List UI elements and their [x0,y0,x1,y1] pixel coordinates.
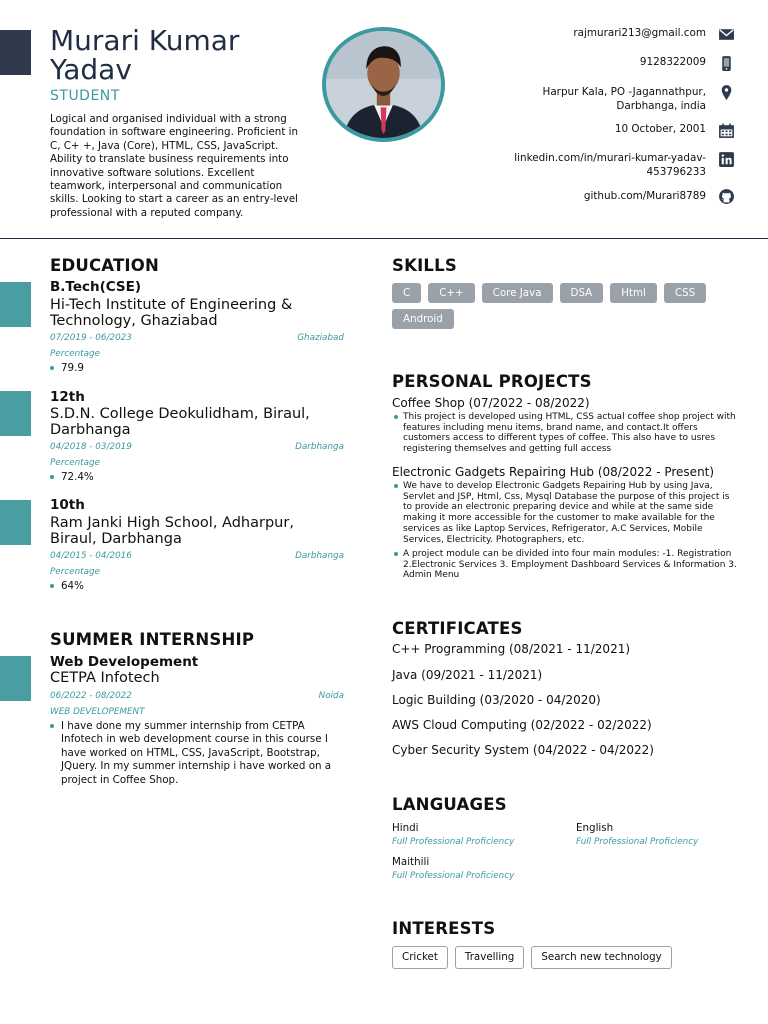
skill-tag: Android [392,309,454,329]
education-grade: 79.9 [50,362,84,374]
education-grade-label: Percentage [50,458,100,468]
education-institution: Hi-Tech Institute of Engineering & Technology, Ghaziabad [50,297,293,329]
location-pin-icon [718,84,735,101]
internship-description-text: I have done my summer internship from CETPA Infotech in web development course in this course I have worked on HTML, CSS, JavaScript, Bootstrap, JQuery. In my summer internship i have worked on a project in Coffee Shop. [61,720,332,786]
internship-location: Noida [318,691,344,701]
linkedin-line-1[interactable]: linkedin.com/in/murari-kumar-yadav- [514,152,706,164]
address-line-1: Harpur Kala, PO -Jagannathpur, [542,86,706,98]
project-title: Electronic Gadgets Repairing Hub (08/2022 - Present) [392,465,715,479]
internship-company: CETPA Infotech [50,670,160,686]
project-bullet [392,481,738,545]
education-accent-block [0,282,31,327]
education-degree: B.Tech(CSE) [50,279,142,295]
education-grade: 64% [50,580,84,592]
education-dates: 04/2015 - 04/2016 [50,551,132,561]
education-grade-label: Percentage [50,349,100,359]
certificates-heading: CERTIFICATES [392,619,523,638]
skill-tag: Core Java [482,283,553,303]
education-dates: 04/2018 - 03/2019 [50,442,132,452]
education-accent-block [0,500,31,545]
language-name: Maithili [392,856,430,868]
language-level: Full Professional Proficiency [392,837,515,847]
address-line-2: Darbhanga, india [616,99,706,112]
certificate-item: Java (09/2021 - 11/2021) [392,668,543,682]
certificate-item: AWS Cloud Computing (02/2022 - 02/2022) [392,718,652,732]
name-accent-bar [0,30,31,75]
interests-list [392,946,672,969]
education-grade-label: Percentage [50,567,100,577]
education-degree: 12th [50,389,85,405]
contact-linkedin[interactable] [514,152,706,179]
bullet-dot [394,415,398,419]
education-location: Darbhanga [295,442,344,452]
certificate-item: Logic Building (03/2020 - 04/2020) [392,693,601,707]
education-location: Ghaziabad [297,333,344,343]
candidate-name: Murari Kumar Yadav [50,24,240,86]
skills-list [392,283,732,329]
profile-summary: Logical and organised individual with a strong foundation in software engineering. Proficient in C, C+ +, Java (Core), HTML, CSS, JavaScript. Ability to translate business requirements into innovative software solutions. Excellent teamwork, interpersonal and communication skills. Looking to start a career as an entry-level professional with a reputed company. [50,113,299,219]
language-name: Hindi [392,822,419,834]
linkedin-line-2[interactable]: 453796233 [646,165,706,178]
internship-description [50,720,342,787]
education-location: Darbhanga [295,551,344,561]
projects-heading: PERSONAL PROJECTS [392,372,592,391]
project-bullet [392,412,738,455]
email-icon [718,26,735,43]
skill-tag: C++ [428,283,474,303]
project-bullet [392,549,738,581]
education-accent-block [0,391,31,436]
languages-heading: LANGUAGES [392,795,507,814]
language-level: Full Professional Proficiency [576,837,699,847]
bullet-dot [50,724,54,728]
education-institution: Ram Janki High School, Adharpur, Biraul, Darbhanga [50,515,294,547]
certificate-item: C++ Programming (08/2021 - 11/2021) [392,642,631,656]
interest-tag: Search new technology [531,946,671,969]
project-bullet-text: We have to develop Electronic Gadgets Repairing Hub by using Java, Servlet and JSP, Html, Css, Mysql Database the purpose of this project is to provide an electronic preparing device and while at the same side making it more accessible for the customer to make available for the services as like Laptop Services, Refrigerator, A.C Services, Mobile Services, Electricity. Photographers, etc. [403,481,730,545]
project-title: Coffee Shop (07/2022 - 08/2022) [392,396,590,410]
skill-tag: DSA [560,283,604,303]
bullet-dot [394,552,398,556]
education-heading: EDUCATION [50,256,159,275]
interest-tag: Travelling [455,946,524,969]
interests-heading: INTERESTS [392,919,496,938]
contact-dob: 10 October, 2001 [614,123,706,135]
internship-heading: SUMMER INTERNSHIP [50,630,255,649]
calendar-icon [718,122,735,139]
certificate-item: Cyber Security System (04/2022 - 04/2022) [392,743,654,757]
bullet-dot [394,484,398,488]
skill-tag: C [392,283,421,303]
profile-photo [322,27,445,142]
contact-email[interactable]: rajmurari213@gmail.com [573,27,706,39]
phone-icon [718,55,735,72]
internship-field: WEB DEVELOPEMENT [50,707,145,717]
contact-github[interactable]: github.com/Murari8789 [583,190,706,202]
education-dates: 07/2019 - 06/2023 [50,333,132,343]
contact-phone[interactable]: 9128322009 [639,56,706,68]
github-icon [718,188,735,205]
language-name: English [576,822,614,834]
internship-dates: 06/2022 - 08/2022 [50,691,132,701]
skill-tag: Html [610,283,657,303]
candidate-role: STUDENT [50,88,120,104]
education-degree: 10th [50,497,85,513]
language-level: Full Professional Proficiency [392,871,515,881]
project-bullet-text: This project is developed using HTML, CSS actual coffee shop project with features including menu items, brand name, and contact.It offers customers access to different types of coffee. This also have to usres registering themselves and getting full access [403,412,736,455]
internship-accent-block [0,656,31,701]
contact-address [543,86,707,113]
education-institution: S.D.N. College Deokulidham, Biraul, Darbhanga [50,406,310,438]
skill-tag: CSS [664,283,706,303]
project-bullet-text: A project module can be divided into four main modules: -1. Registration 2.Electronic Services 3. Employment Dashboard Services & Information 3. Admin Menu [403,549,737,581]
internship-title: Web Developement [50,654,199,670]
header-divider [0,238,768,239]
skills-heading: SKILLS [392,256,457,275]
linkedin-icon [718,151,735,168]
person-portrait-icon [326,31,441,138]
education-grade: 72.4% [50,471,94,483]
interest-tag: Cricket [392,946,448,969]
